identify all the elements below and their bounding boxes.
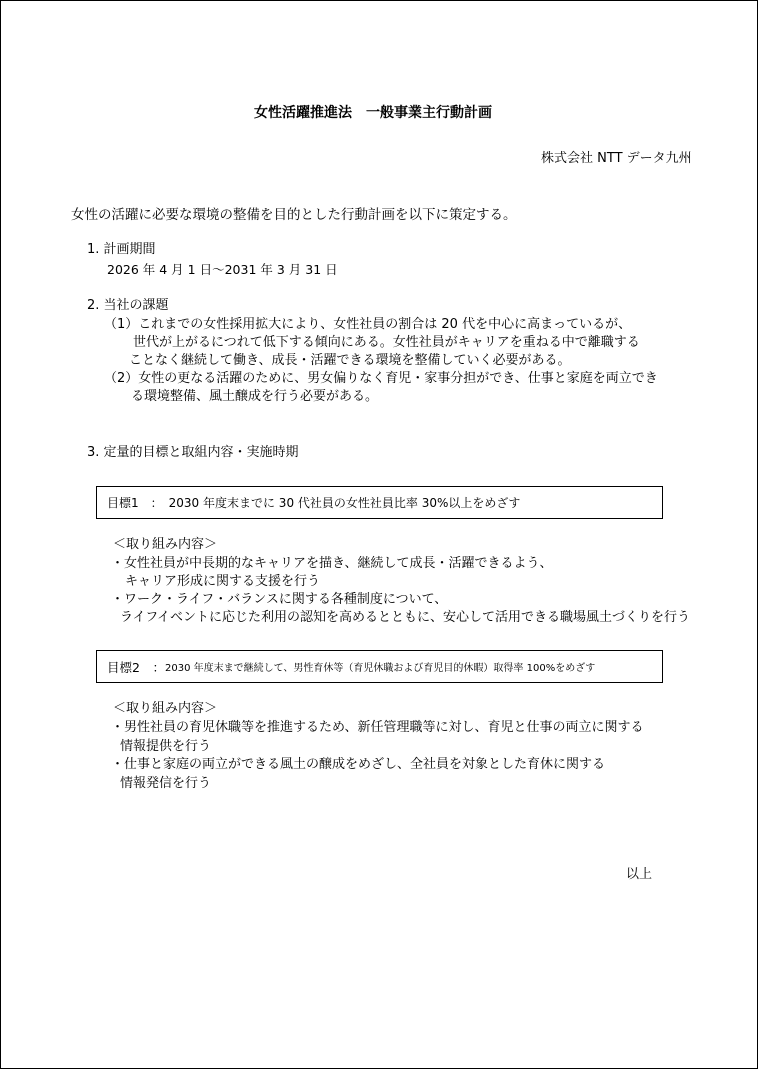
goal2-actions-heading: ＜取り組み内容＞ [113,701,218,716]
company-name: 株式会社 NTT データ九州 [541,151,692,166]
closing-text: 以上 [626,867,653,882]
goal1-actions-heading: ＜取り組み内容＞ [113,537,218,552]
goal1-box [96,486,663,519]
goal1-action-line4: ライフイベントに応じた利用の認知を高めるとともに、安心して活用できる職場風土づくりを行う [120,610,691,625]
goal1-action-line3: ・ワーク・ライフ・バランスに関する各種制度について、 [111,592,448,607]
goal2-action-line3: ・仕事と家庭の両立ができる風土の醸成をめざし、全社員を対象とした育休に関する [111,757,606,772]
issue1-line1: （1）これまでの女性採用拡大により、女性社員の割合は 20 代を中心に高まっているが、 [104,317,632,332]
issue2-line2: る環境整備、風土醸成を行う必要がある。 [131,389,379,404]
goal2-label: 目標2 ： [107,660,165,675]
section2-heading: 2. 当社の課題 [87,298,169,313]
issue1-line2: 世代が上がるにつれて低下する傾向にある。女性社員がキャリアを重ねる中で離職する [133,335,640,350]
goal1-text: 目標1 ： 2030 年度末までに 30 代社員の女性社員比率 30%以上をめざす [107,496,521,510]
goal1-action-line2: キャリア形成に関する支援を行う [125,574,321,589]
section1-heading: 1. 計画期間 [87,242,156,257]
document-title: 女性活躍推進法 一般事業主行動計画 [254,105,492,121]
goal2-box [96,650,663,683]
issue1-line3: ことなく継続して働き、成長・活躍できる環境を整備していく必要がある。 [129,353,571,368]
issue2-line1: （2）女性の更なる活躍のために、男女偏りなく育児・家事分担ができ、仕事と家庭を両立でき [104,371,658,386]
goal2-text: 2030 年度末まで継続して、男性育休等（育児休職および育児目的休暇）取得率 100%をめざす [165,663,596,674]
goal2-action-line1: ・男性社員の育児休職等を推進するため、新任管理職等に対し、育児と仕事の両立に関する [111,720,644,735]
goal1-action-line1: ・女性社員が中長期的なキャリアを描き、継続して成長・活躍できるよう、 [111,556,553,571]
section3-heading: 3. 定量的目標と取組内容・実施時期 [87,445,299,460]
goal2-action-line2: 情報提供を行う [120,739,212,754]
goal2-action-line4: 情報発信を行う [120,776,212,791]
plan-period: 2026 年 4 月 1 日～2031 年 3 月 31 日 [107,262,338,277]
intro-text: 女性の活躍に必要な環境の整備を目的とした行動計画を以下に策定する。 [71,207,517,223]
